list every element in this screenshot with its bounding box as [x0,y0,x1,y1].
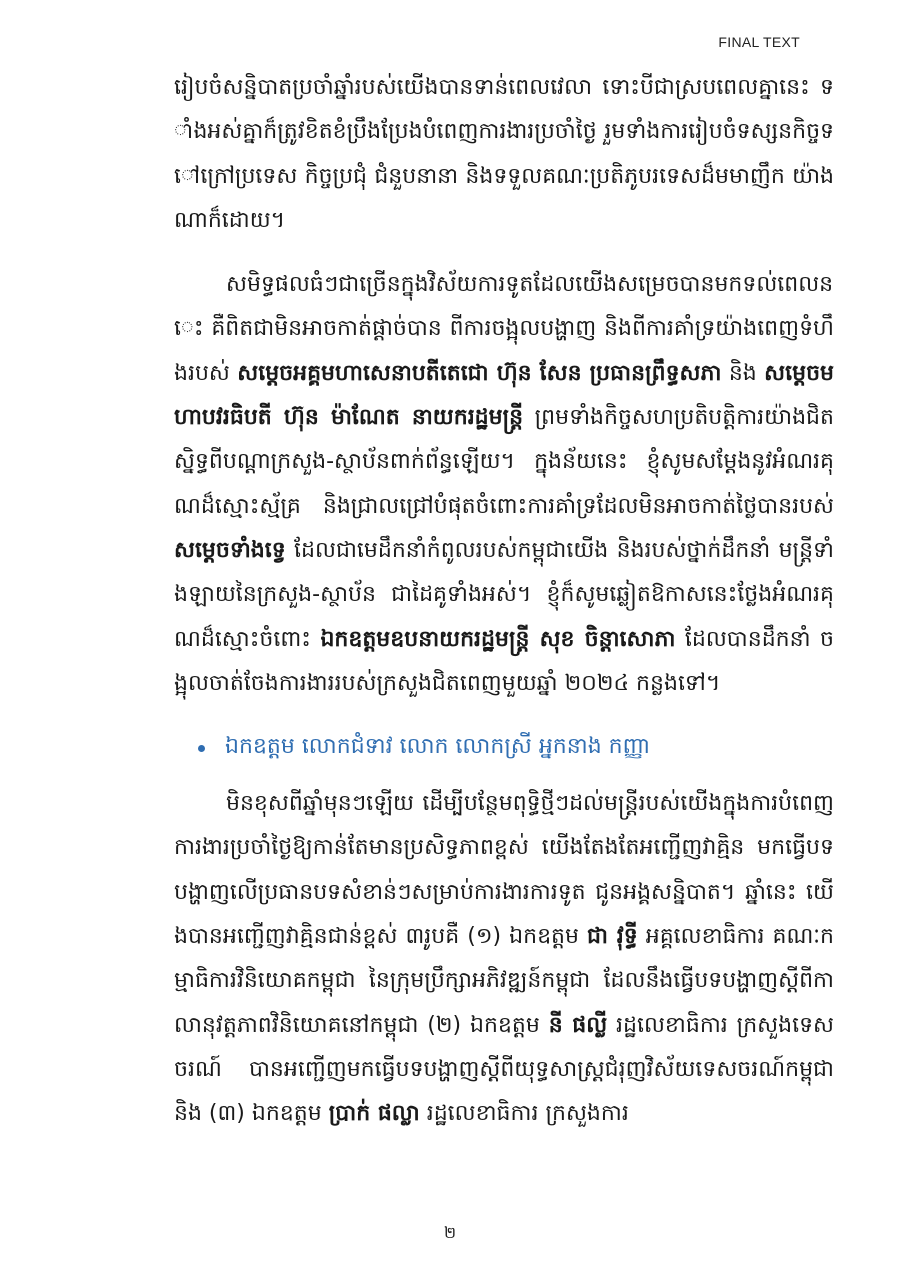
paragraph-3-text-4: រដ្ឋលេខាធិការ ក្រសួងការ [419,1101,629,1127]
paragraph-2-text-5: ដែលបានដឹកនាំ ចង្អុលចាត់ចែងការងាររបស់ក្រសួងជិតពេញមួយឆ្នាំ ២០២៤ កន្លងទៅ។ [174,626,834,696]
running-header: FINAL TEXT [718,34,800,50]
paragraph-2-bold-2: សម្ដេចមហាបវរធិបតី ហ៊ុន ម៉ាណែត នាយករដ្ឋមន្ត្រី [174,360,834,431]
paragraph-3-text-2: អគ្គលេខាធិការ គណៈកម្មាធិការវិនិយោគកម្ពុជា នៃក្រុមប្រឹក្សាអភិវឌ្ឍន៍កម្ពុជា ដែលនឹងធ្វើបទបង្ហាញស្ដីពីកាលានុវត្តភាពវិនិយោគនៅកម្ពុជា (២) ឯកឧត្ដម [174,924,834,1038]
paragraph-3-text-3: រដ្ឋលេខាធិការ ក្រសួងទេសចរណ៍ បានអញ្ជើញមកធ្វើបទបង្ហាញស្ដីពីយុទ្ធសាស្ត្រជំរុញវិស័យទេសចរណ៍កម្ពុជា និង (៣) ឯកឧត្ដម [174,1012,834,1127]
paragraph-3-text-1: មិនខុសពីឆ្នាំមុនៗឡើយ ដើម្បីបន្ថែមពុទ្ធិថ្មីៗដល់មន្ត្រីរបស់យើងក្នុងការបំពេញការងារប្រចាំថ្ងៃឱ្យកាន់តែមានប្រសិទ្ធភាពខ្ពស់ យើងតែងតែអញ្ជើញវាគ្មិន មកធ្វើបទបង្ហាញលើប្រធានបទសំខាន់ៗសម្រាប់ការងារការទូត ជូនអង្គសន្និបាត។ ឆ្នាំនេះ យើងបានអញ្ជើញវាគ្មិនជាន់ខ្ពស់ ៣រូបគឺ (១) ឯកឧត្ដម [174,791,834,950]
paragraph-3 [174,782,834,1136]
paragraph-3-bold-1: ជា វុទ្ធី [587,924,638,950]
paragraph-2-text-3: ព្រមទាំងកិច្ចសហប្រតិបត្តិការយ៉ាងជិតស្និទ្ធពីបណ្ដាក្រសួង-ស្ថាប័នពាក់ព័ន្ធឡើយ។ ក្នុងន័យនេះ ខ្ញុំសូមសម្ដែងនូវអំណរគុណដ៏ស្មោះស្ម័គ្រ និងជ្រាលជ្រៅបំផុតចំពោះការគាំទ្រដែលមិនអាចកាត់ថ្លៃបានរបស់ [174,405,834,519]
paragraph-2 [174,263,834,706]
paragraph-2-text-2: និង [721,360,765,386]
paragraph-3-bold-2: នី ផល្លី [548,1012,608,1038]
page-number: ២ [443,1223,457,1242]
paragraph-3-bold-3: ប្រាក់ ផល្លា [328,1101,420,1127]
page-body [174,66,834,1137]
paragraph-2-text-4: ដែលជាមេដឹកនាំកំពូលរបស់កម្ពុជាយើង និងរបស់ថ្នាក់ដឹកនាំ មន្ត្រីទាំងឡាយនៃក្រសួង-ស្ថាប័ន ជាដៃគូទាំងអស់។ ខ្ញុំក៏សូមឆ្លៀតឱកាសនេះថ្លែងអំណរគុណដ៏ស្មោះចំពោះ [174,537,834,652]
bullet-dot-icon [198,745,205,752]
paragraph-2-bold-3: សម្ដេចទាំងទ្វេ [174,537,286,563]
paragraph-1: រៀបចំសន្និបាតប្រចាំឆ្នាំរបស់យើងបានទាន់ពេលវេលា ទោះបីជាស្របពេលគ្នានេះ ទាំងអស់គ្នាក៏ត្រូវខិតខំប្រឹងប្រែងបំពេញការងារប្រចាំថ្ងៃ រួមទាំងការរៀបចំទស្សនកិច្ចទៅក្រៅប្រទេស កិច្ចប្រជុំ ជំនួបនានា និងទទួលគណៈប្រតិភូបរទេសដ៏មមាញឹក យ៉ាងណាក៏ដោយ។ [174,75,834,233]
paragraph-2-text-1: សមិទ្ធផលធំៗជាច្រើនក្នុងវិស័យការទូតដែលយើងសម្រេចបានមកទល់ពេលនេះ គឺពិតជាមិនអាចកាត់ផ្ដាច់បាន ពីការចង្អុលបង្ហាញ និងពីការគាំទ្រយ៉ាងពេញទំហឹងរបស់ [174,272,834,386]
salutation-bullet [198,726,834,770]
paragraph-2-bold-1: សម្ដេចអគ្គមហាសេនាបតីតេជោ ហ៊ុន សែន ប្រធានព្រឹទ្ធសភា [237,360,722,386]
paragraph-2-bold-4: ឯកឧត្ដមឧបនាយករដ្ឋមន្ត្រី សុខ ចិន្ដាសោភា [320,626,676,652]
salutation-text: ឯកឧត្ដម លោកជំទាវ លោក លោកស្រី អ្នកនាង កញ្ញា [225,734,651,760]
